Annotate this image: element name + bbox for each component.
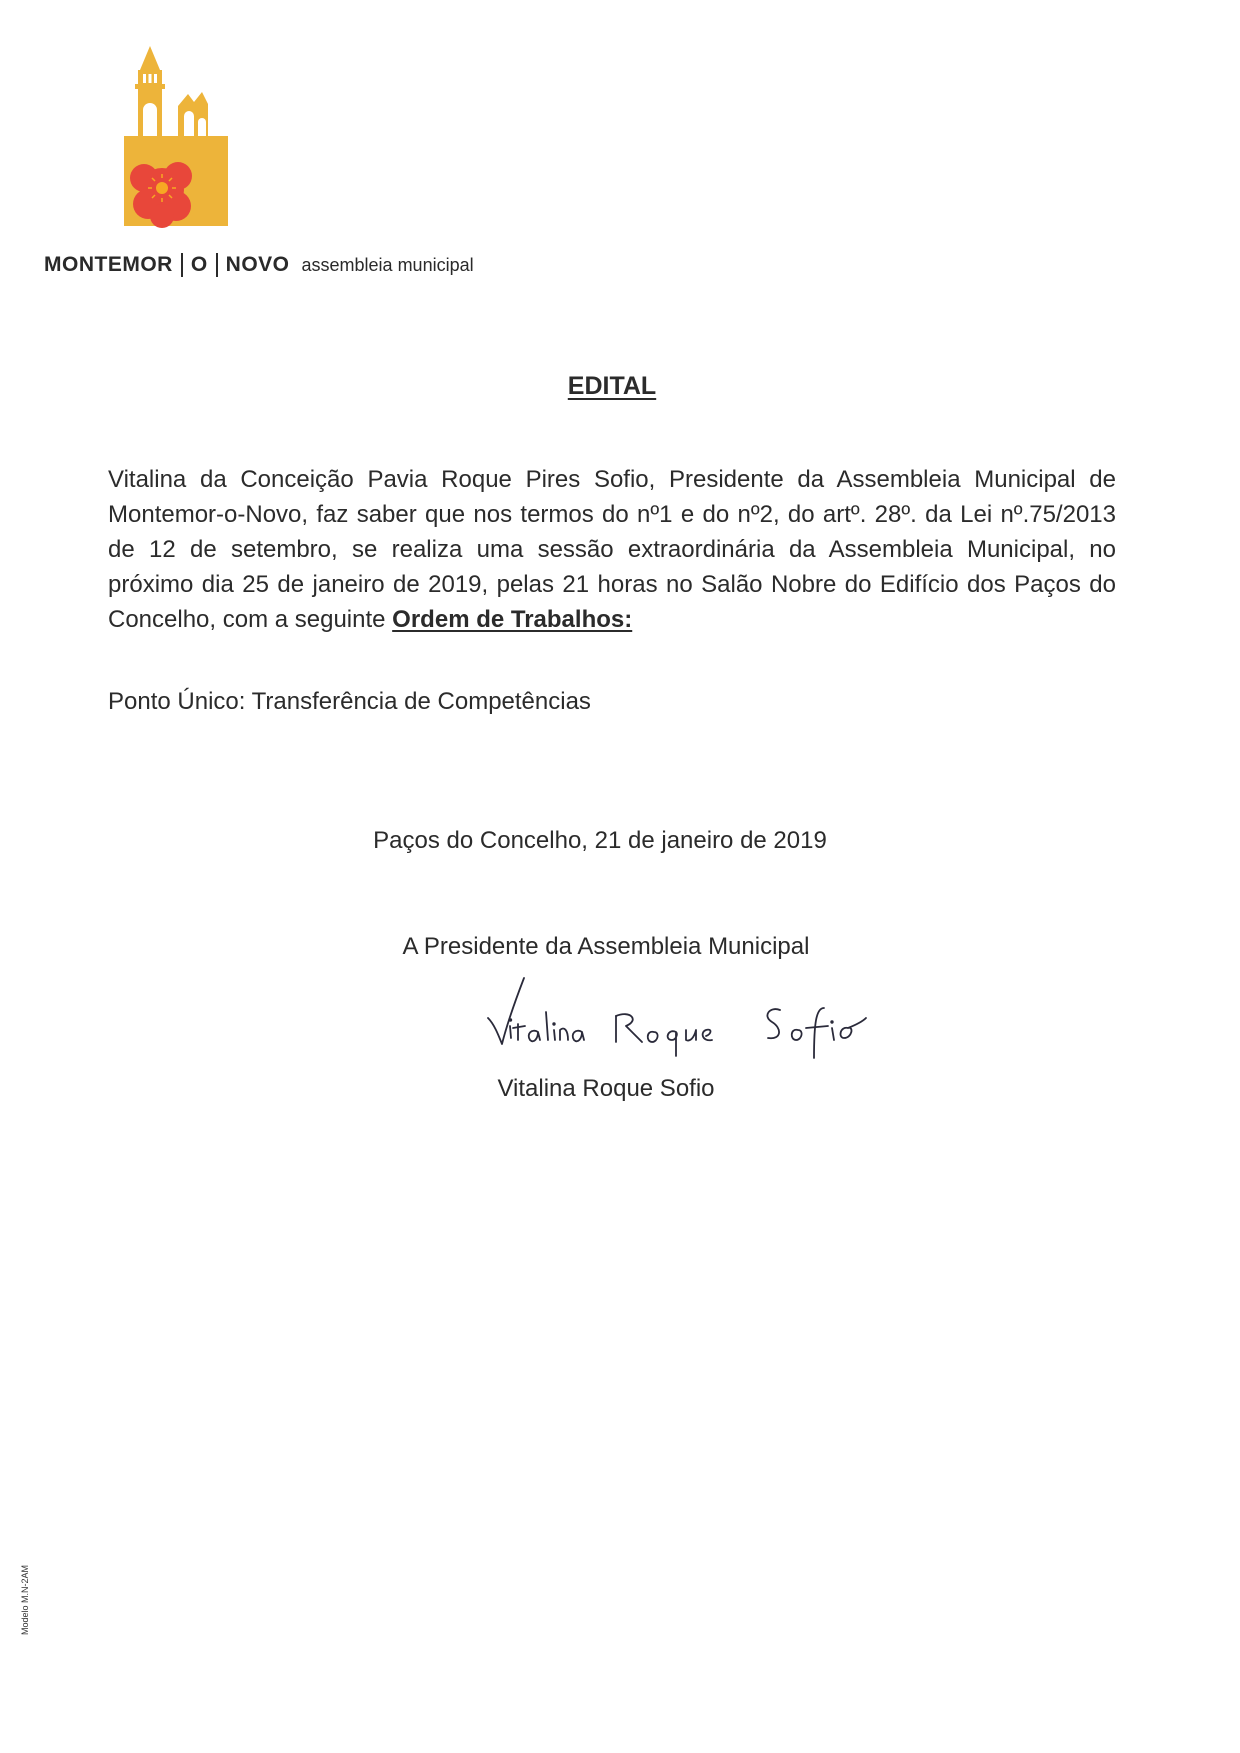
wordmark-separator	[216, 253, 218, 277]
signatory-role: A Presidente da Assembleia Municipal	[402, 933, 810, 960]
document-title: EDITAL	[567, 372, 657, 400]
wordmark-subtitle: assembleia municipal	[301, 254, 474, 275]
ordem-de-trabalhos-label: Ordem de Trabalhos:	[392, 606, 633, 633]
montemor-o-novo-logo	[118, 44, 228, 242]
main-paragraph	[108, 462, 1116, 637]
signatory-name: Vitalina Roque Sofio	[497, 1075, 715, 1102]
agenda-item: Ponto Único: Transferência de Competências	[108, 688, 591, 715]
wordmark-separator	[181, 253, 183, 277]
handwritten-signature	[480, 968, 880, 1060]
paragraph-text: Vitalina da Conceição Pavia Roque Pires Sofio, Presidente da Assembleia Municipal de Montemor-o-Novo, faz saber que nos termos do nº1 e do nº2, do artº. 28º. da Lei nº.75/2013 de 12 de setembro, se realiza uma sessão extraordinária da Assembleia Municipal, no próximo dia 25 de janeiro de 2019, pelas 21 horas no Salão Nobre do Edifício dos Paços do Concelho, com a seguinte	[108, 466, 1116, 633]
model-code: Modelo M.N-2AM	[20, 1564, 30, 1635]
place-date: Paços do Concelho, 21 de janeiro de 2019	[373, 827, 827, 854]
logo-wordmark	[44, 253, 474, 277]
wordmark-o: O	[190, 253, 208, 276]
wordmark-novo: NOVO	[225, 253, 290, 276]
wordmark-montemor: MONTEMOR	[44, 253, 173, 276]
